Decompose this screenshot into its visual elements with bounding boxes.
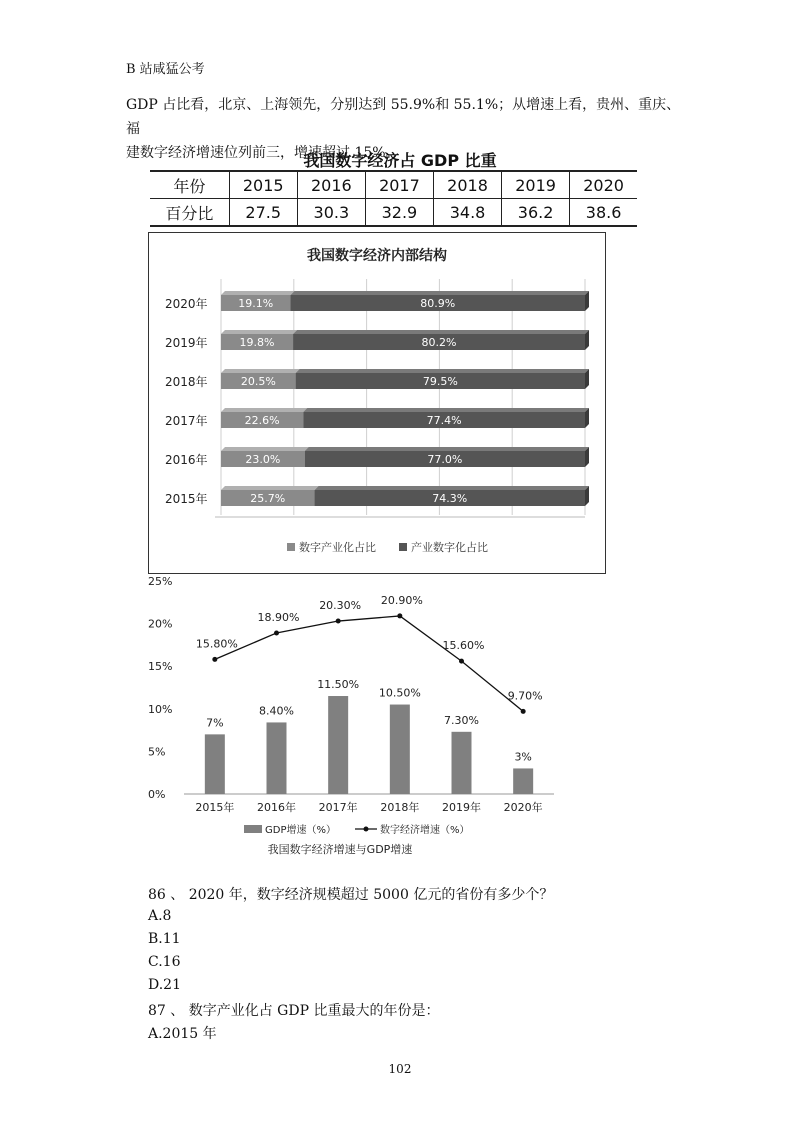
x-tick-label: 2015年 xyxy=(195,801,235,814)
data-label: 77.4% xyxy=(426,414,462,427)
question-87: 87 、 数字产业化占 GDP 比重最大的年份是： xyxy=(148,1003,440,1019)
data-label: 23.0% xyxy=(245,453,281,466)
table-value-cell: 36.2 xyxy=(502,199,570,227)
legend-label: 数字产业化占比 xyxy=(299,541,376,554)
bar-data-label: 7.30% xyxy=(444,713,479,727)
category-label: 2017年 xyxy=(165,414,208,428)
legend-label: GDP增速（%） xyxy=(265,825,336,836)
line-point xyxy=(521,709,526,714)
bar-top-face xyxy=(221,369,300,373)
growth-chart xyxy=(140,573,580,863)
table-value-row xyxy=(150,199,637,227)
y-tick-label: 15% xyxy=(148,660,173,674)
bar-data-label: 8.40% xyxy=(259,704,294,718)
legend-swatch xyxy=(287,543,295,551)
bar-top-face xyxy=(315,486,589,490)
chart-title: 我国数字经济内部结构 xyxy=(307,248,447,264)
gdp-share-table xyxy=(150,170,637,227)
bar-data-label: 3% xyxy=(514,750,532,764)
question-86-option-b: B.11 xyxy=(148,931,181,947)
data-label: 20.5% xyxy=(240,375,276,388)
table-row-label: 百分比 xyxy=(150,199,229,227)
legend-marker xyxy=(364,827,369,832)
question-87-option-a: A.2015 年 xyxy=(148,1026,217,1042)
bar-top-face xyxy=(221,291,295,295)
table-title: 我国数字经济占 GDP 比重 xyxy=(303,151,497,170)
table-value-cell: 32.9 xyxy=(365,199,433,227)
x-tick-label: 2017年 xyxy=(318,801,358,814)
table-value-cell: 30.3 xyxy=(297,199,365,227)
bar-top-face xyxy=(221,486,319,490)
y-tick-label: 20% xyxy=(148,617,173,631)
x-tick-label: 2020年 xyxy=(503,801,543,814)
table-year-cell: 2020 xyxy=(570,171,637,199)
line-point xyxy=(459,659,464,664)
page-header: B 站咸猛公考 xyxy=(126,62,205,77)
data-label: 80.9% xyxy=(420,297,456,310)
y-tick-label: 10% xyxy=(148,702,173,716)
table-year-cell: 2016 xyxy=(297,171,365,199)
legend-label: 数字经济增速（%） xyxy=(380,825,470,836)
bar-top-face xyxy=(296,369,589,373)
table-header-row xyxy=(150,171,637,199)
bar-top-face xyxy=(305,447,589,451)
data-label: 19.1% xyxy=(238,297,274,310)
category-label: 2015年 xyxy=(165,492,208,506)
bar-top-face xyxy=(293,330,589,334)
structure-chart xyxy=(149,233,605,573)
bar xyxy=(390,705,410,794)
bar xyxy=(205,734,225,794)
growth-line xyxy=(215,616,523,711)
chart-title: 我国数字经济增速与GDP增速 xyxy=(267,843,413,856)
line-point xyxy=(336,619,341,624)
data-label: 22.6% xyxy=(244,414,280,427)
bar-top-face xyxy=(221,330,297,334)
category-label: 2018年 xyxy=(165,375,208,389)
table-value-cell: 34.8 xyxy=(433,199,501,227)
question-86: 86 、 2020 年，数字经济规模超过 5000 亿元的省份有多少个？ xyxy=(148,887,554,903)
table-year-cell: 2018 xyxy=(433,171,501,199)
legend-swatch xyxy=(244,825,262,833)
y-tick-label: 5% xyxy=(148,745,166,759)
legend-swatch xyxy=(399,543,407,551)
data-label: 74.3% xyxy=(432,492,468,505)
table-year-cell: 2015 xyxy=(229,171,297,199)
bar-top-face xyxy=(291,291,589,295)
line-point xyxy=(274,630,279,635)
line-data-label: 20.90% xyxy=(380,593,423,607)
bar xyxy=(328,696,348,794)
bar-data-label: 11.50% xyxy=(317,678,360,692)
question-86-option-a: A.8 xyxy=(148,908,172,924)
bar-top-face xyxy=(303,408,589,412)
question-86-option-c: C.16 xyxy=(148,954,181,970)
paragraph-line-1: GDP 占比看，北京、上海领先，分别达到 55.9%和 55.1%；从增速上看，贵州、重庆、福 xyxy=(126,97,681,137)
bar-data-label: 7% xyxy=(206,716,224,730)
bar-top-face xyxy=(221,447,309,451)
category-label: 2019年 xyxy=(165,336,208,350)
table-value-cell: 27.5 xyxy=(229,199,297,227)
table-value-cell: 38.6 xyxy=(570,199,637,227)
data-label: 19.8% xyxy=(239,336,275,349)
x-tick-label: 2018年 xyxy=(380,801,420,814)
data-label: 79.5% xyxy=(422,375,458,388)
y-tick-label: 25% xyxy=(148,575,173,588)
line-data-label: 9.70% xyxy=(507,689,543,703)
bar-data-label: 10.50% xyxy=(378,686,421,700)
structure-chart-frame xyxy=(148,232,606,574)
category-label: 2016年 xyxy=(165,453,208,467)
line-data-label: 20.30% xyxy=(319,599,362,613)
page-number: 102 xyxy=(388,1062,412,1076)
data-label: 80.2% xyxy=(421,336,457,349)
bar xyxy=(513,768,533,794)
table-header-label: 年份 xyxy=(150,171,229,199)
bar xyxy=(267,722,287,794)
bar-top-face xyxy=(221,408,307,412)
table-year-cell: 2019 xyxy=(502,171,570,199)
data-label: 25.7% xyxy=(250,492,286,505)
category-label: 2020年 xyxy=(165,297,208,311)
question-86-option-d: D.21 xyxy=(148,977,181,993)
line-data-label: 18.90% xyxy=(257,610,300,624)
bar xyxy=(452,732,472,794)
y-tick-label: 0% xyxy=(148,788,166,801)
growth-chart-frame xyxy=(140,573,580,863)
paragraph-line-2: 建数字经济增速位列前三，增速超过 15%。 xyxy=(126,145,400,161)
line-data-label: 15.60% xyxy=(442,639,485,653)
line-point xyxy=(397,613,402,618)
legend-label: 产业数字化占比 xyxy=(411,541,488,554)
table-year-cell: 2017 xyxy=(365,171,433,199)
data-label: 77.0% xyxy=(427,453,463,466)
line-data-label: 15.80% xyxy=(195,637,238,651)
x-tick-label: 2016年 xyxy=(257,801,296,814)
x-tick-label: 2019年 xyxy=(442,801,481,814)
line-point xyxy=(212,657,217,662)
